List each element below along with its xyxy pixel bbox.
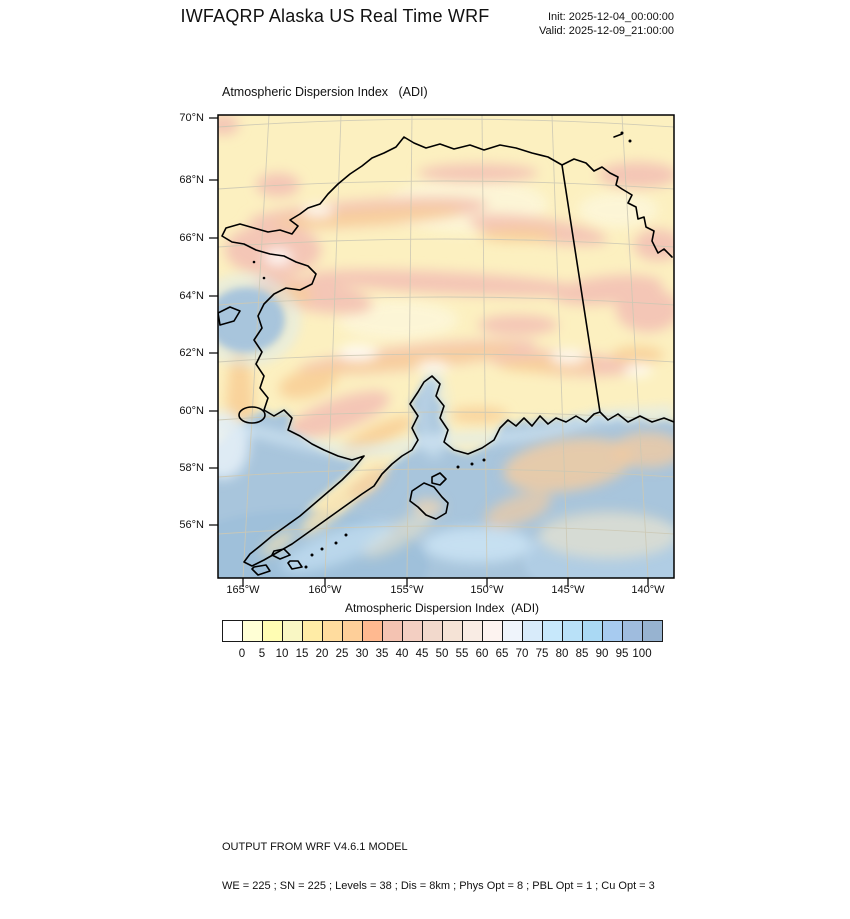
colorbar-tick-label: 55 xyxy=(455,648,469,660)
lat-tick-label: 70°N xyxy=(179,112,204,124)
map-canvas xyxy=(208,105,684,588)
colorbar-cell xyxy=(222,620,243,642)
colorbar-tick-label: 65 xyxy=(495,648,509,660)
colorbar-tick-label: 10 xyxy=(275,648,289,660)
colorbar-cell xyxy=(442,620,463,642)
colorbar-cell xyxy=(522,620,543,642)
map-panel xyxy=(208,105,684,588)
colorbar-cell xyxy=(262,620,283,642)
colorbar-tick-label: 50 xyxy=(435,648,449,660)
colorbar-tick-label: 100 xyxy=(632,648,652,660)
colorbar-cell xyxy=(242,620,263,642)
run-info xyxy=(539,11,674,38)
lat-tick-label: 58°N xyxy=(179,462,204,474)
footer-line-1: OUTPUT FROM WRF V4.6.1 MODEL xyxy=(222,841,408,853)
colorbar-cell xyxy=(322,620,343,642)
colorbar-tick-label: 90 xyxy=(595,648,609,660)
colorbar-cell xyxy=(462,620,483,642)
colorbar-cell xyxy=(422,620,443,642)
lat-tick-label: 68°N xyxy=(179,174,204,186)
colorbar-tick-label: 20 xyxy=(315,648,329,660)
lat-tick-label: 64°N xyxy=(179,290,204,302)
colorbar-tick-label: 80 xyxy=(555,648,569,660)
lat-tick-label: 66°N xyxy=(179,232,204,244)
colorbar-tick-label: 40 xyxy=(395,648,409,660)
lon-tick-label: 165°W xyxy=(226,584,260,596)
plot-title: Atmospheric Dispersion Index (ADI) xyxy=(222,85,428,99)
lon-tick-label: 145°W xyxy=(551,584,585,596)
colorbar-tick-label: 5 xyxy=(258,648,266,660)
colorbar-cell xyxy=(502,620,523,642)
colorbar-cell xyxy=(282,620,303,642)
page-title: IWFAQRP Alaska US Real Time WRF xyxy=(180,6,490,26)
valid-time-label: Valid: 2025-12-09_21:00:00 xyxy=(539,24,674,37)
colorbar-tick-label: 70 xyxy=(515,648,529,660)
colorbar-tick-label: 30 xyxy=(355,648,369,660)
colorbar-cell xyxy=(582,620,603,642)
colorbar-tick-label: 75 xyxy=(535,648,549,660)
colorbar-cell xyxy=(482,620,503,642)
footer-annotation xyxy=(222,815,655,919)
colorbar-cell xyxy=(562,620,583,642)
colorbar-cell xyxy=(382,620,403,642)
lon-tick-label: 160°W xyxy=(308,584,342,596)
colorbar-cell xyxy=(362,620,383,642)
colorbar-tick-label: 0 xyxy=(238,648,246,660)
footer-line-2: WE = 225 ; SN = 225 ; Levels = 38 ; Dis = 8km ; Phys Opt = 8 ; PBL Opt = 1 ; Cu Opt = 3 xyxy=(222,880,655,892)
colorbar-cell xyxy=(402,620,423,642)
colorbar-tick-label: 25 xyxy=(335,648,349,660)
lon-tick-label: 155°W xyxy=(390,584,424,596)
colorbar-tick-label: 15 xyxy=(295,648,309,660)
colorbar-tick-label: 45 xyxy=(415,648,429,660)
colorbar-cell xyxy=(542,620,563,642)
colorbar-tick-label: 85 xyxy=(575,648,589,660)
lat-tick-label: 62°N xyxy=(179,347,204,359)
colorbar-cell xyxy=(622,620,643,642)
colorbar-label: Atmospheric Dispersion Index (ADI) xyxy=(344,601,540,615)
lat-tick-label: 56°N xyxy=(179,519,204,531)
colorbar-cell xyxy=(342,620,363,642)
colorbar-tick-label: 60 xyxy=(475,648,489,660)
colorbar-cell xyxy=(602,620,623,642)
colorbar-cell xyxy=(642,620,663,642)
lon-tick-label: 150°W xyxy=(470,584,504,596)
lat-tick-label: 60°N xyxy=(179,405,204,417)
colorbar-tick-label: 95 xyxy=(615,648,629,660)
init-time-label: Init: 2025-12-04_00:00:00 xyxy=(548,11,674,23)
colorbar xyxy=(222,620,663,642)
colorbar-tick-label: 35 xyxy=(375,648,389,660)
colorbar-cell xyxy=(302,620,323,642)
lon-tick-label: 140°W xyxy=(631,584,665,596)
